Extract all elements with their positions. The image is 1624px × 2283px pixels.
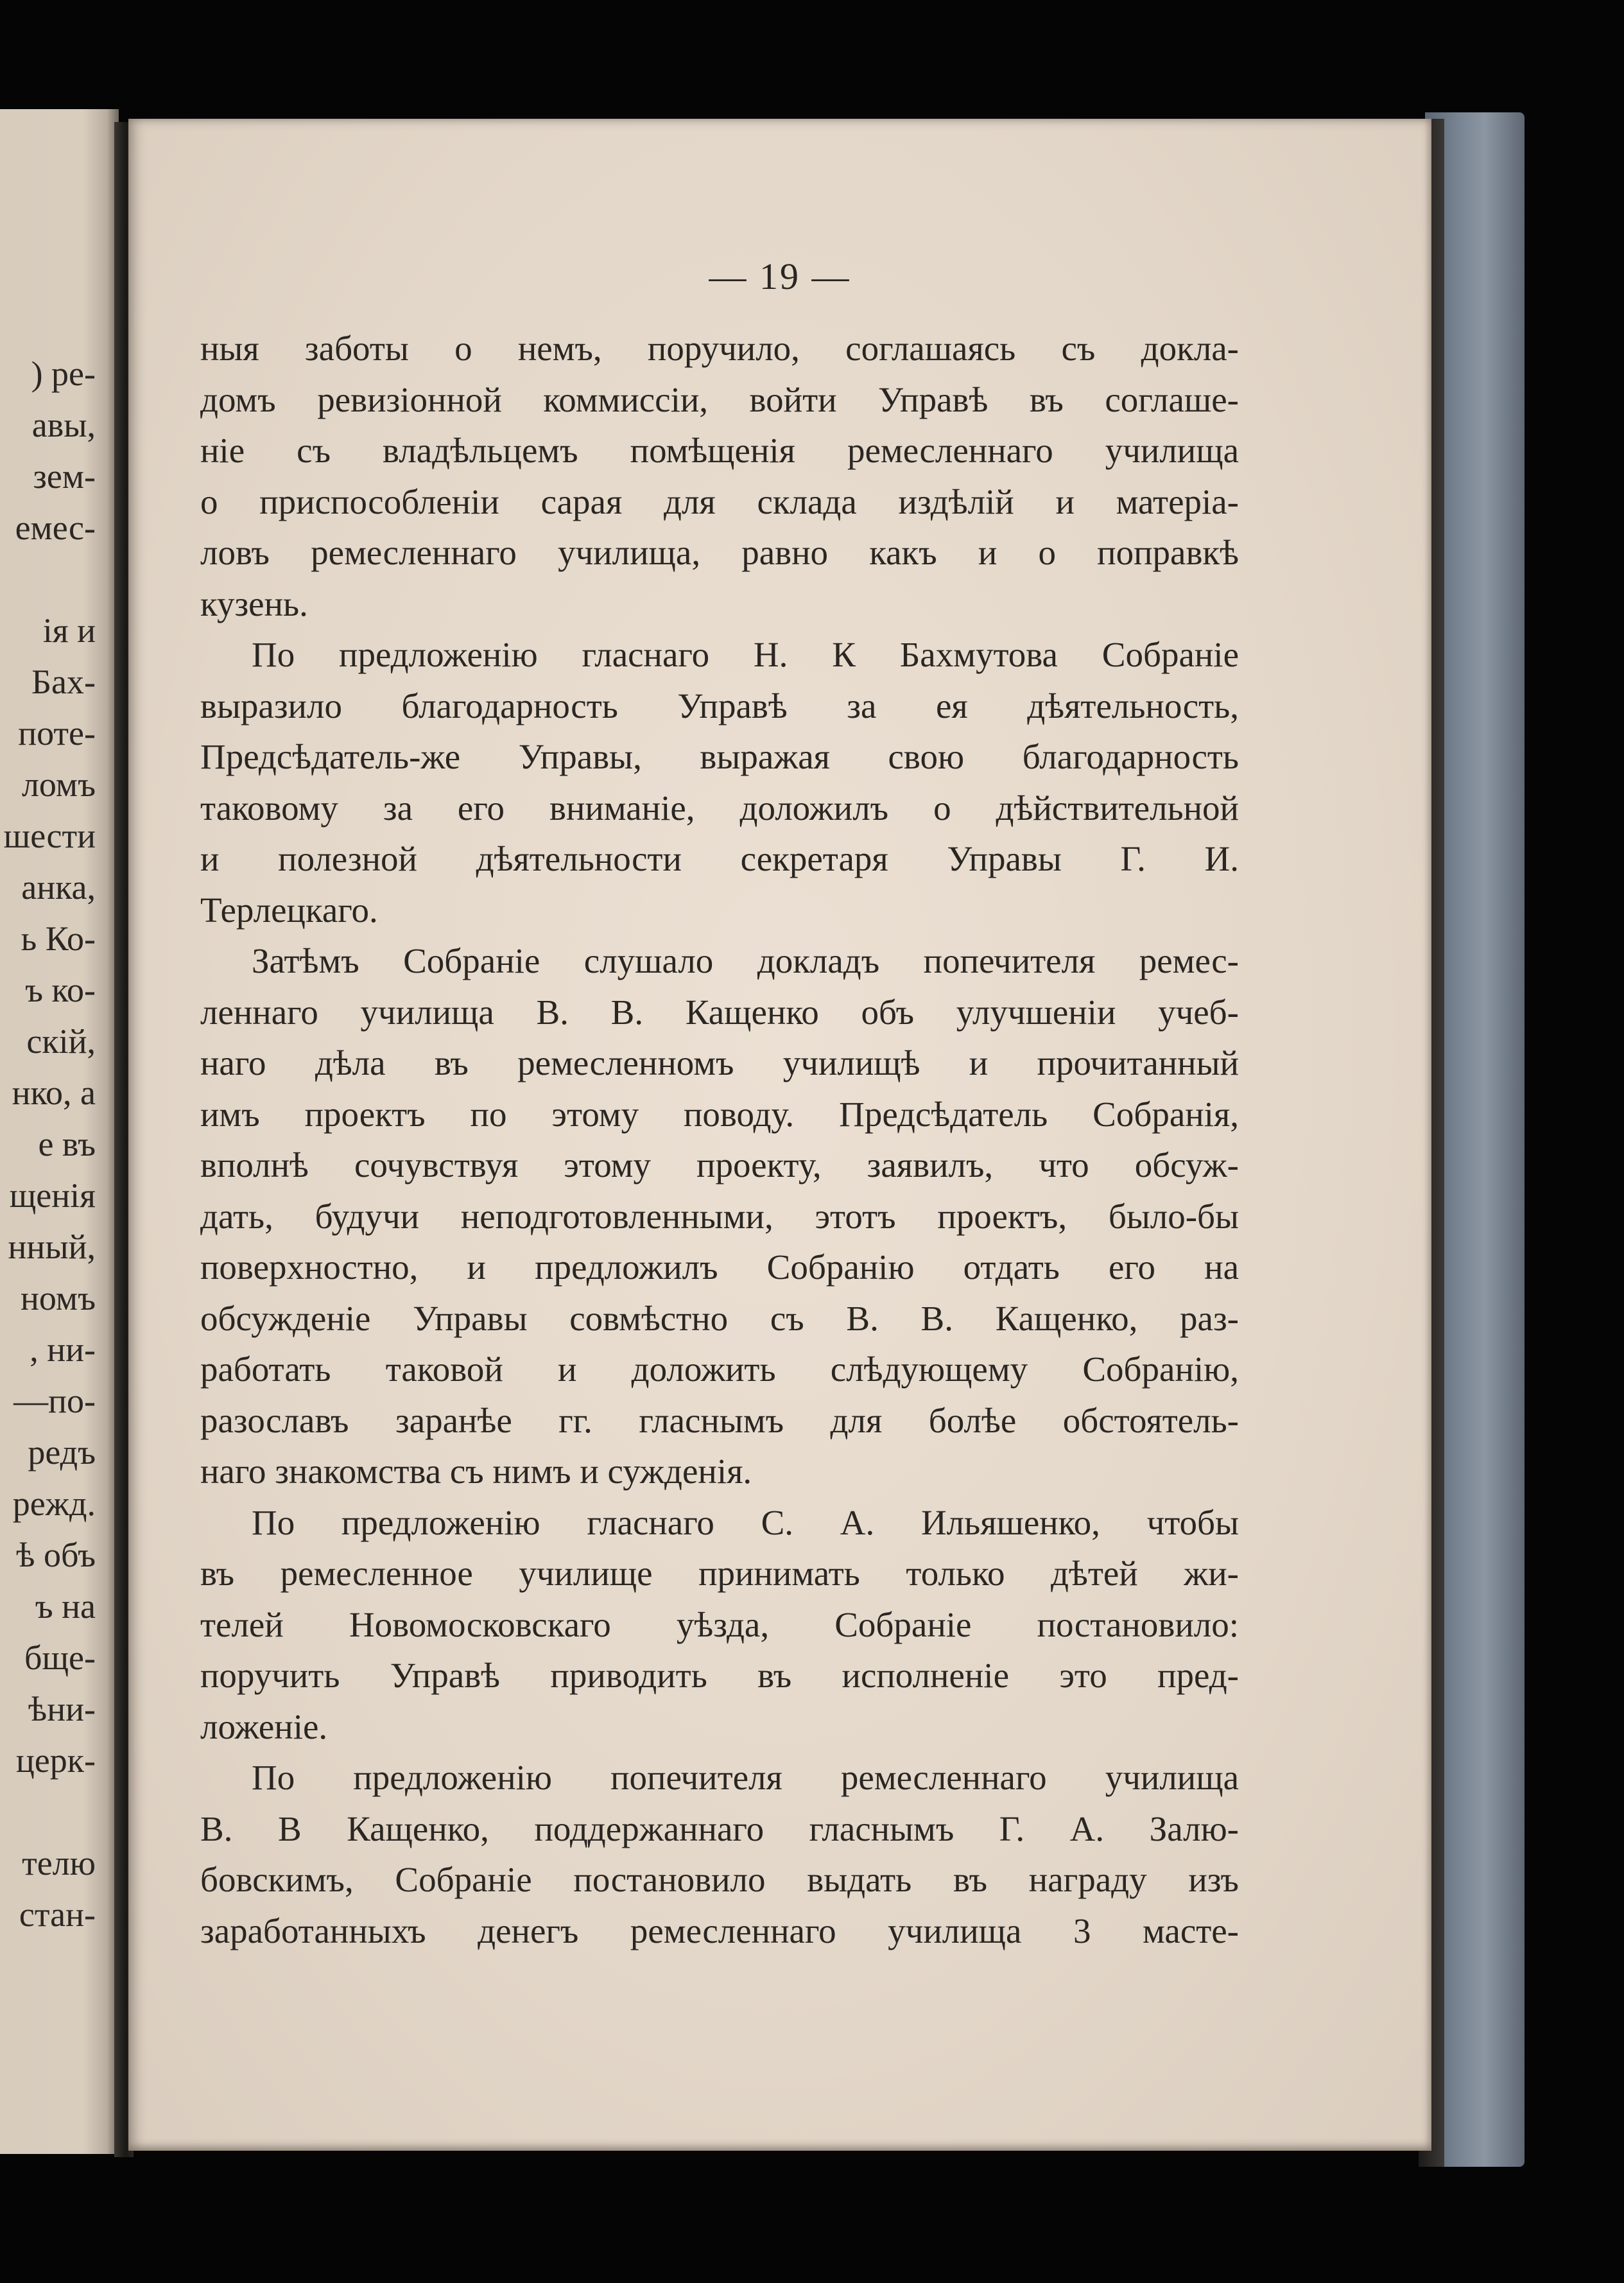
text-line: Предсѣдатель-же Управы, выражая свою благодарность [200,737,1239,776]
previous-page-text-fragment: ь Ко- [21,919,96,958]
text-line: По предложенію гласнаго С. А. Ильяшенко, чтобы [252,1502,1239,1542]
previous-page-text-fragment: емес- [15,508,96,547]
page-text-body [200,323,1239,1956]
text-line: кузень. [200,584,308,623]
text-line: телей Новомосковскаго уѣзда, Собраніе постановило: [200,1604,1239,1644]
previous-page-text-fragment: авы, [31,406,96,444]
text-line: разославъ заранѣе гг. гласнымъ для болѣе обстоятель- [200,1400,1239,1440]
previous-page-text-fragment: телю [22,1844,96,1882]
previous-page-text-fragment: щенія [9,1176,96,1215]
previous-page-text-fragment: бще- [24,1638,96,1677]
text-line: Терлецкаго. [200,890,378,930]
text-line: домъ ревизіонной коммиссіи, войти Управѣ въ соглаше- [200,379,1239,419]
previous-page-text-fragment: режд. [12,1484,96,1523]
text-line: вполнѣ сочувствуя этому проекту, заявилъ, что обсуж- [200,1145,1239,1185]
previous-page-text-fragment: ѣ объ [16,1536,96,1574]
text-line: наго знакомства съ нимъ и сужденія. [200,1452,752,1491]
text-line: леннаго училища В. В. Кащенко объ улучшеніи учеб- [200,992,1239,1032]
text-line: обсужденіе Управы совмѣстно съ В. В. Кащенко, раз- [200,1298,1239,1338]
page-number: — 19 — [709,256,851,297]
previous-page-text-fragment: анка, [21,868,96,907]
previous-page-text-fragment: —по- [13,1382,96,1420]
previous-page-text-fragment: ) ре- [31,354,96,393]
text-line: По предложенію попечителя ремесленнаго училища [252,1758,1239,1797]
text-line: ловъ ремесленнаго училища, равно какъ и о поправкѣ [200,533,1239,572]
previous-page-text-fragment: ъ ко- [25,971,96,1009]
previous-page-text-fragment: поте- [18,714,96,752]
previous-page-text-fragment: ъ на [35,1587,96,1626]
text-line: ніе съ владѣльцемъ помѣщенія ремесленнаго училища [200,431,1239,470]
previous-page-text-fragment: ѣни- [28,1690,96,1728]
text-line: В. В Кащенко, поддержаннаго гласнымъ Г. А. Залю- [200,1809,1239,1848]
text-line: поверхностно, и предложилъ Собранію отдать его на [200,1247,1239,1287]
text-line: ныя заботы о немъ, поручило, соглашаясь съ докла- [200,329,1239,368]
previous-page-text-fragment: стан- [19,1895,96,1934]
text-line: поручить Управѣ приводить въ исполненіе это пред- [200,1656,1239,1695]
previous-page-text-fragment: редъ [28,1433,96,1471]
text-line: По предложенію гласнаго Н. К Бахмутова Собраніе [252,635,1239,674]
text-line: и полезной дѣятельности секретаря Управы Г. И. [200,839,1239,878]
text-line: ложеніе. [200,1706,328,1746]
previous-page-text-fragment: ія и [42,611,96,650]
text-line: о приспособленіи сарая для склада издѣлій и матеріа- [200,482,1239,521]
previous-page-text-fragment: номъ [21,1279,96,1317]
previous-page-text-fragment: шести [3,817,96,855]
text-line: дать, будучи неподготовленными, этотъ проектъ, было-бы [200,1196,1239,1236]
previous-page-text-fragment: нный, [8,1228,96,1266]
book-page [128,119,1431,2151]
previous-page-text-fragment: зем- [33,457,96,496]
text-line: въ ремесленное училище принимать только дѣтей жи- [200,1554,1239,1593]
previous-page-text-fragment: ломъ [21,765,96,804]
text-line: бовскимъ, Собраніе постановило выдать въ награду изъ [200,1860,1239,1899]
text-line: работать таковой и доложить слѣдующему Собранію, [200,1350,1239,1389]
text-line: наго дѣла въ ремесленномъ училищѣ и прочитанный [200,1043,1239,1082]
previous-page-edge [0,109,119,2154]
previous-page-text-fragment: е въ [38,1125,96,1163]
text-line: Затѣмъ Собраніе слушало докладъ попечителя ремес- [252,941,1239,980]
previous-page-text-fragment: , ни- [30,1330,96,1369]
previous-page-text-fragment: нко, а [12,1073,96,1112]
text-line: имъ проектъ по этому поводу. Предсѣдатель Собранія, [200,1094,1239,1134]
text-line: заработанныхъ денегъ ремесленнаго училища 3 масте- [200,1911,1239,1950]
text-line: таковому за его вниманіе, доложилъ о дѣйствительной [200,788,1239,828]
previous-page-text-fragment: церк- [15,1741,96,1780]
previous-page-text-fragment: скій, [26,1022,96,1061]
text-line: выразило благодарность Управѣ за ея дѣятельность, [200,686,1239,725]
previous-page-text-fragment: Бах- [31,663,96,701]
